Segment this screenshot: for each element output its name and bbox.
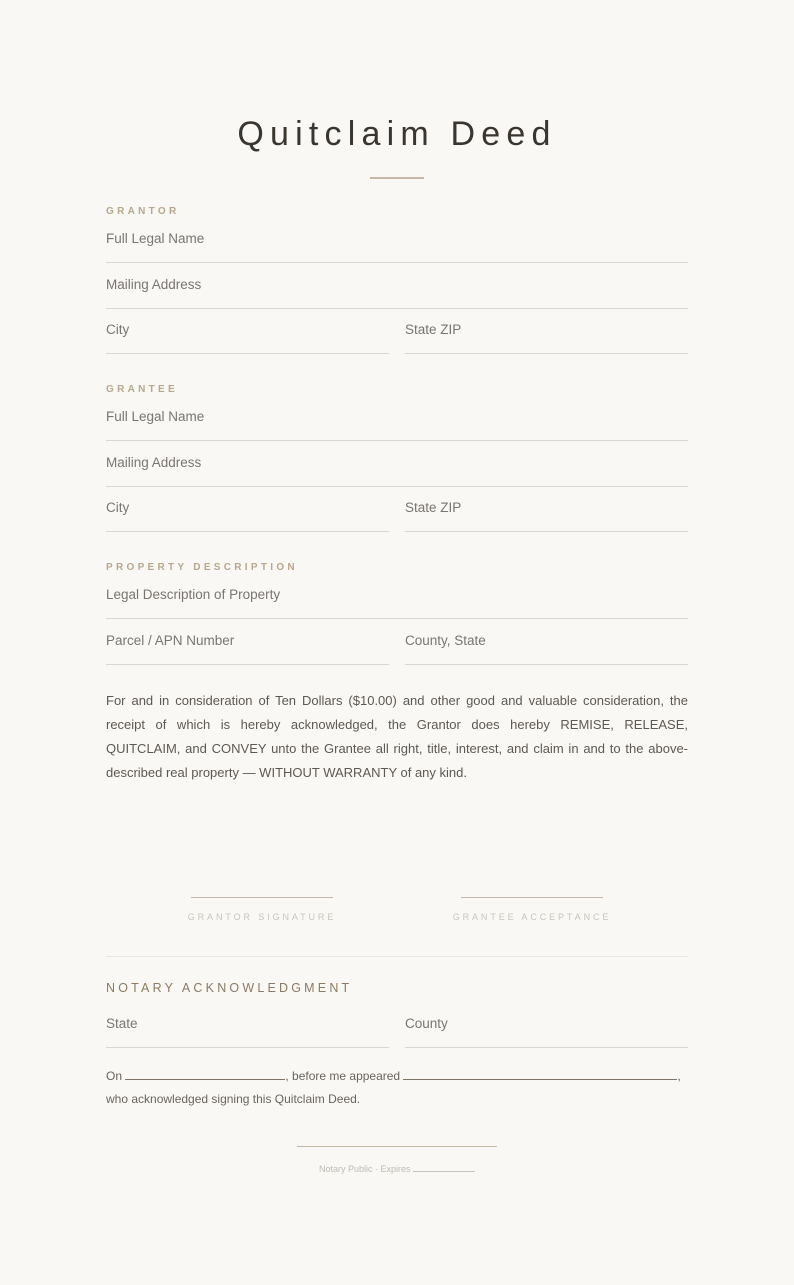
notary-statement-prefix: On <box>106 1069 123 1083</box>
notary-statement <box>106 1065 688 1111</box>
grantor-signature-block[interactable] <box>182 897 342 922</box>
notary-signature-line[interactable] <box>297 1146 497 1147</box>
grantee-city-field[interactable] <box>106 496 389 532</box>
notary-statement-line2: who acknowledged signing this Quitclaim Deed. <box>106 1092 361 1106</box>
grantee-state-zip-field[interactable] <box>405 496 688 532</box>
notary-statement-suffix: , <box>677 1069 681 1083</box>
grantor-section-label: GRANTOR <box>106 206 180 217</box>
grantee-signature-label: GRANTEE ACCEPTANCE <box>452 912 612 922</box>
notary-section-title: NOTARY ACKNOWLEDGMENT <box>106 981 353 995</box>
title-divider <box>370 177 424 179</box>
notary-date-blank[interactable] <box>125 1067 285 1080</box>
property-county-state-input[interactable] <box>405 629 688 653</box>
grantor-mailing-address-input[interactable] <box>106 273 688 297</box>
notary-expires-blank[interactable] <box>413 1162 475 1172</box>
section-divider <box>106 956 688 957</box>
property-parcel-apn-input[interactable] <box>106 629 389 653</box>
grantee-state-zip-input[interactable] <box>405 496 688 520</box>
notary-county-input[interactable] <box>405 1012 688 1036</box>
grantee-city-input[interactable] <box>106 496 389 520</box>
grantor-city-input[interactable] <box>106 318 389 342</box>
grantee-signature-line[interactable] <box>461 897 603 898</box>
grantee-full-name-input[interactable] <box>106 405 688 429</box>
property-parcel-apn-field[interactable] <box>106 629 389 665</box>
property-county-state-field[interactable] <box>405 629 688 665</box>
grantor-full-name-field[interactable] <box>106 227 688 263</box>
notary-county-field[interactable] <box>405 1012 688 1048</box>
grantor-state-zip-field[interactable] <box>405 318 688 354</box>
notary-expires-caption <box>106 1162 688 1174</box>
grantor-full-name-input[interactable] <box>106 227 688 251</box>
grantor-city-field[interactable] <box>106 318 389 354</box>
grantee-section-label: GRANTEE <box>106 384 178 395</box>
notary-expires-label: Notary Public · Expires <box>318 1164 411 1174</box>
conveyance-clause: For and in consideration of Ten Dollars ($10.00) and other good and valuable consideration, the receipt of which is hereby acknowledged, the Grantor does hereby REMISE, RELEASE, QUITCLAIM, and CONVEY unto the Grantee all right, title, interest, and claim in and to the above-described real property — WITHOUT WARRANTY of any kind. <box>106 693 688 780</box>
notary-appearer-name-blank[interactable] <box>403 1067 677 1080</box>
property-legal-description-field[interactable] <box>106 583 688 619</box>
page-title: Quitclaim Deed <box>237 115 557 153</box>
notary-state-field[interactable] <box>106 1012 389 1048</box>
grantor-signature-line[interactable] <box>191 897 333 898</box>
grantee-mailing-address-field[interactable] <box>106 451 688 487</box>
grantor-state-zip-input[interactable] <box>405 318 688 342</box>
property-section-label: PROPERTY DESCRIPTION <box>106 562 298 573</box>
grantee-full-name-field[interactable] <box>106 405 688 441</box>
notary-state-input[interactable] <box>106 1012 389 1036</box>
notary-statement-middle: , before me appeared <box>285 1069 401 1083</box>
grantor-mailing-address-field[interactable] <box>106 273 688 309</box>
property-legal-description-input[interactable] <box>106 583 688 607</box>
grantor-signature-label: GRANTOR SIGNATURE <box>187 912 337 922</box>
grantee-signature-block[interactable] <box>452 897 612 922</box>
grantee-mailing-address-input[interactable] <box>106 451 688 475</box>
